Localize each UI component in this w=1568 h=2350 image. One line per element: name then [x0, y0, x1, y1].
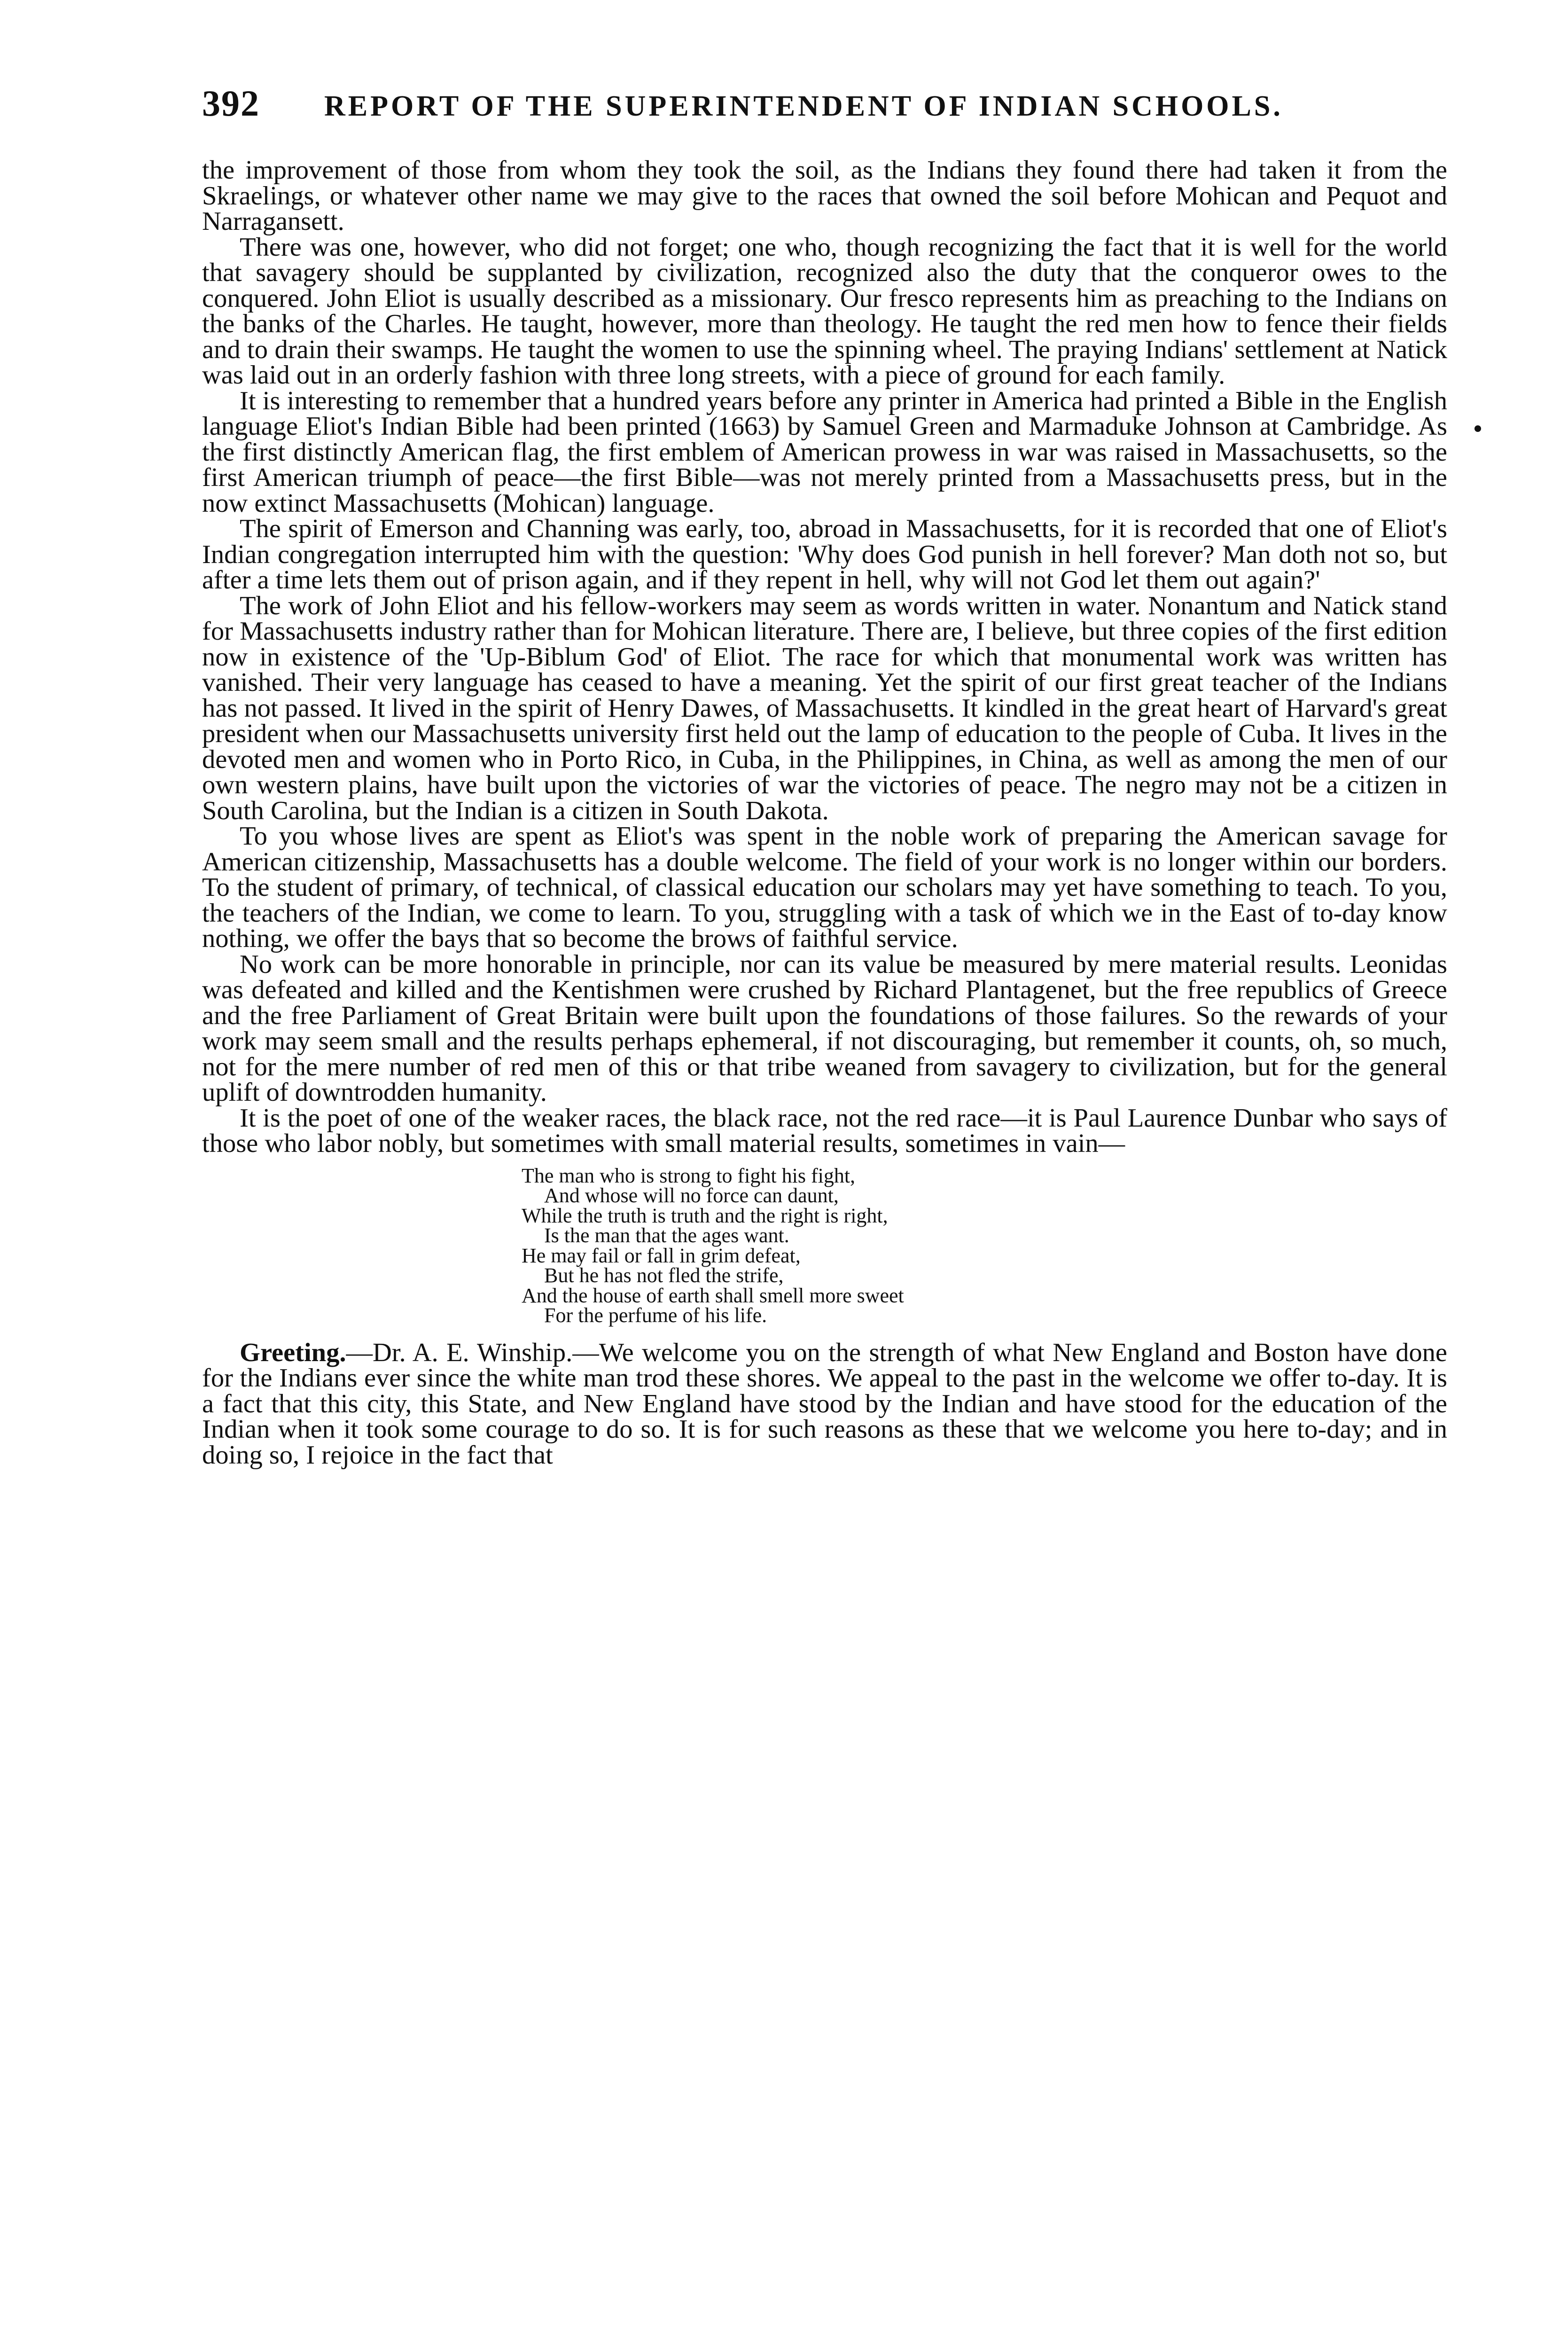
greeting-heading: Greeting. — [240, 1338, 346, 1367]
greeting-speaker: —Dr. A. E. Winship.— — [346, 1338, 599, 1367]
poem-line: And the house of earth shall smell more sweet — [522, 1284, 904, 1307]
paragraph: To you whose lives are spent as Eliot's was spent in the noble work of preparing the American savage for American citizenship, Massachusetts has a double welcome. The field of your work is no longer within our borders. To the student of primary, of technical, of classical education our scholars may yet have something to teach. To you, the teachers of the Indian, we come to learn. To you, struggling with a task of which we in the East of to-day know nothing, we offer the bays that so become the brows of faithful service. — [202, 822, 1447, 953]
poem-line: He may fail or fall in grim defeat, — [522, 1244, 801, 1267]
paragraph: There was one, however, who did not forget; one who, though recognizing the fact that it is well for the world that savagery should be supplanted by civilization, recognized also the duty that the conqueror owes to the conquered. John Eliot is usually described as a missionary. Our fresco represents him as preaching to the Indians on the banks of the Charles. He taught, however, more than theology. He taught the red men how to fence their fields and to drain their swamps. He taught the women to use the spinning wheel. The praying Indians' settlement at Natick was laid out in an orderly fashion with three long streets, with a piece of ground for each family. — [202, 232, 1447, 390]
poem-line: The man who is strong to fight his fight, — [522, 1164, 856, 1187]
paragraph: The spirit of Emerson and Channing was early, too, abroad in Massachusetts, for it is recorded that one of Eliot's Indian congregation interrupted him with the question: 'Why does God punish in hell forever? Man doth not so, but after a time lets them out of prison again, and if they repent in hell, why will not God let them out again?' — [202, 514, 1447, 595]
paragraph: It is the poet of one of the weaker races, the black race, not the red race—it is Paul Laurence Dunbar who says of those who labor nobly, but sometimes with small material results, sometimes in vain— — [202, 1103, 1447, 1158]
poem-quote — [522, 1166, 1447, 1326]
poem-line: While the truth is truth and the right is right, — [522, 1204, 888, 1227]
greeting-text: We welcome you on the strength of what New England and Boston have done for the Indians ever since the white man trod these shores. We appeal to the past in the welcome we offer to-day. It is a fact that this city, this State, and New England have stood by the Indian and have stood for the education of the Indian when it took some courage to do so. It is for such reasons as these that we welcome you here to-day; and in doing so, I rejoice in the fact that — [202, 1338, 1447, 1470]
poem-line: And whose will no force can daunt, — [544, 1184, 839, 1207]
paragraph: It is interesting to remember that a hundred years before any printer in America had printed a Bible in the English language Eliot's Indian Bible had been printed (1663) by Samuel Green and Marmaduke Johnson at Cambridge. As the first distinctly American flag, the first emblem of American prowess in war was raised in Massachusetts, so the first American triumph of peace—the first Bible—was not merely printed from a Massachusetts press, but in the now extinct Massachusetts (Mohican) language. — [202, 386, 1447, 518]
running-head: REPORT OF THE SUPERINTENDENT OF INDIAN SCHOOLS. — [324, 90, 1283, 122]
greeting-paragraph — [202, 1340, 1447, 1468]
body-text — [202, 157, 1447, 1468]
paragraph: the improvement of those from whom they took the soil, as the Indians they found there had taken it from the Skraelings, or whatever other name we may give to the races that owned the soil before Mohican and Pequot and Narragansett. — [202, 156, 1447, 236]
poem-line: For the perfume of his life. — [544, 1304, 767, 1327]
document-page — [202, 82, 1447, 2350]
paragraph: The work of John Eliot and his fellow-workers may seem as words written in water. Nonantum and Natick stand for Massachusetts industry rather than for Mohican literature. There are, I believe, but three copies of the first edition now in existence of the 'Up-Biblum God' of Eliot. The race for which that monumental work was written has vanished. Their very language has ceased to have a meaning. Yet the spirit of our first great teacher of the Indians has not passed. It lived in the spirit of Henry Dawes, of Massachusetts. It kindled in the great heart of Harvard's great president when our Massachusetts university first held out the lamp of education to the people of Cuba. It lives in the devoted men and women who in Porto Rico, in Cuba, in the Philippines, in China, as well as among the men of our own western plains, have built upon the victories of war the victories of peace. The negro may not be a citizen in South Carolina, but the Indian is a citizen in South Dakota. — [202, 591, 1447, 825]
margin-mark — [1474, 425, 1481, 432]
paragraph: No work can be more honorable in principle, nor can its value be measured by mere material results. Leonidas was defeated and killed and the Kentishmen were crushed by Richard Plantagenet, but the free republics of Greece and the free Parliament of Great Britain were built upon the foundations of those failures. So the rewards of your work may seem small and the results perhaps ephemeral, if not discouraging, but remember it counts, oh, so much, not for the mere number of red men of this or that tribe weaned from savagery to civilization, but for the general uplift of downtrodden humanity. — [202, 949, 1447, 1107]
poem-line: But he has not fled the strife, — [544, 1264, 784, 1287]
poem-line: Is the man that the ages want. — [544, 1224, 789, 1247]
page-number: 392 — [202, 83, 260, 124]
page-header — [202, 82, 1447, 143]
